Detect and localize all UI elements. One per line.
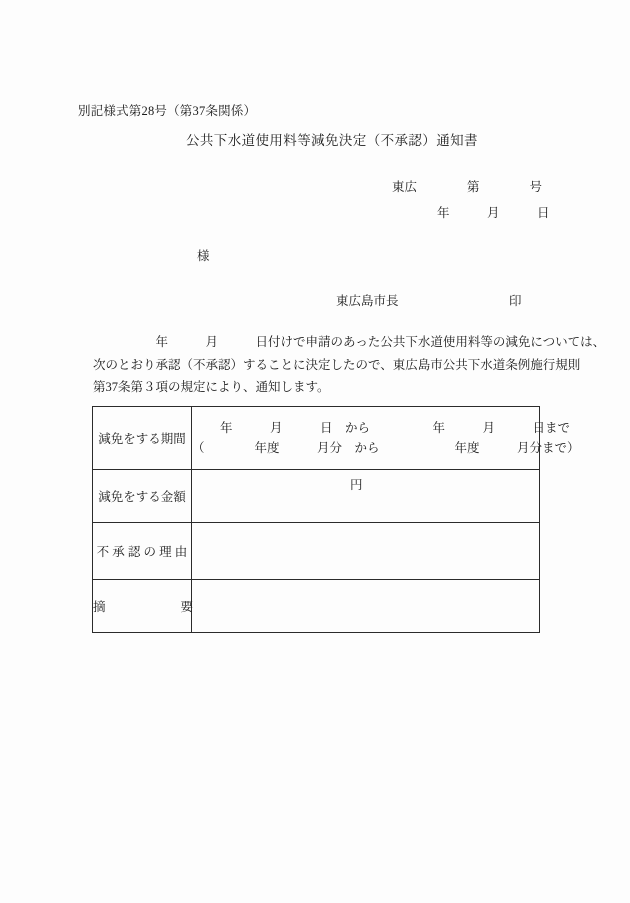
document-date-field: 年 月 日 [437, 206, 550, 220]
row-value-period[interactable] [192, 407, 580, 470]
body-line-2: 次のとおり承認（不承認）することに決定したので、東広島市公共下水道条例施行規則 [93, 357, 581, 372]
table-row [93, 407, 540, 470]
row-label-amount: 減免をする金額 [93, 470, 192, 523]
form-number: 別記様式第28号（第37条関係） [78, 104, 257, 118]
page-title: 公共下水道使用料等減免決定（不承認）通知書 [186, 133, 478, 148]
amount-currency-unit: 円 [350, 478, 363, 492]
issuer-title: 東広島市長 [336, 294, 399, 308]
table-row [93, 523, 540, 580]
row-value-remarks[interactable] [192, 580, 540, 633]
body-line-3: 第37条第３項の規定により、通知します。 [93, 380, 330, 394]
body-paragraph [93, 331, 606, 399]
decision-detail-table [92, 406, 580, 633]
body-line-1: 年 月 日付けで申請のあった公共下水道使用料等の減免については、 [93, 335, 606, 349]
seal-stamp-icon: 印 [509, 294, 522, 308]
document-number-field: 東広 第 号 [392, 180, 543, 194]
row-value-amount[interactable] [192, 470, 540, 523]
row-value-rejection-reason[interactable] [192, 523, 540, 580]
period-fiscal-range: （ 年度 月分 から 年度 月分まで） [192, 441, 580, 455]
row-label-period: 減免をする期間 [93, 407, 192, 470]
period-date-range: 年 月 日 から 年 月 日まで [220, 421, 571, 435]
addressee-honorific: 様 [197, 249, 210, 263]
table-row [93, 580, 540, 633]
table-row [93, 470, 540, 523]
row-label-remarks: 摘 要 [93, 580, 192, 633]
row-label-rejection-reason: 不 承 認 の 理 由 [93, 523, 192, 580]
